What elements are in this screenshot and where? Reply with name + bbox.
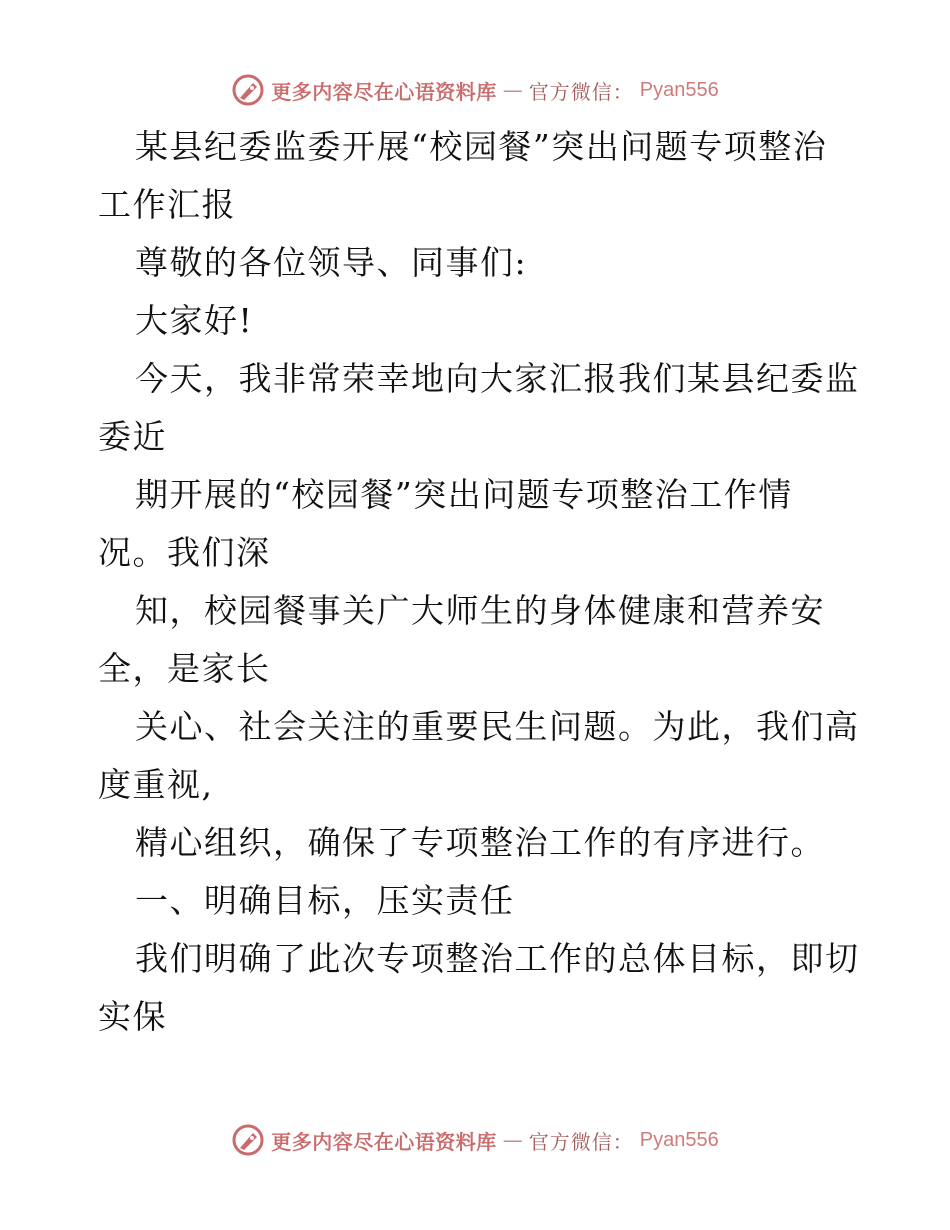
pen-nib-logo-icon <box>231 1123 265 1157</box>
paragraph-line: 知，校园餐事关广大师生的身体健康和营养安 <box>135 591 825 630</box>
watermark-text: 更多内容尽在心语资料库 <box>271 1129 497 1154</box>
footer-watermark <box>0 1120 950 1160</box>
title-line-2: 工作汇报 <box>98 185 236 224</box>
header-watermark <box>0 70 950 110</box>
watermark-official-label: 官方微信： <box>528 79 634 104</box>
paragraph-line: 度重视, <box>98 765 214 804</box>
paragraph-line: 精心组织，确保了专项整治工作的有序进行。 <box>135 823 825 862</box>
document-body <box>98 118 858 1046</box>
watermark-wechat-id: Pyan556 <box>639 78 719 101</box>
paragraph-line: 我们明确了此次专项整治工作的总体目标，即切 <box>135 939 860 978</box>
watermark-dash: — <box>502 1128 523 1152</box>
watermark-wechat-id: Pyan556 <box>639 1128 719 1151</box>
paragraph-line: 委近 <box>98 417 167 456</box>
salutation: 尊敬的各位领导、同事们: <box>135 243 528 282</box>
paragraph-line: 况。我们深 <box>98 533 271 572</box>
pen-nib-logo-icon <box>231 73 265 107</box>
paragraph-line: 关心、社会关注的重要民生问题。为此，我们高 <box>135 707 860 746</box>
paragraph-line: 全，是家长 <box>98 649 271 688</box>
paragraph-line: 今天，我非常荣幸地向大家汇报我们某县纪委监 <box>135 359 860 398</box>
watermark-text: 更多内容尽在心语资料库 <box>271 79 497 104</box>
title-line-1: 某县纪委监委开展“校园餐”突出问题专项整治 <box>135 127 828 166</box>
watermark-official-label: 官方微信： <box>528 1129 634 1154</box>
section-heading: 一、明确目标，压实责任 <box>135 881 515 920</box>
watermark-dash: — <box>502 78 523 102</box>
paragraph-line: 期开展的“校园餐”突出问题专项整治工作情 <box>135 475 793 514</box>
paragraph-line: 实保 <box>98 997 167 1036</box>
greeting: 大家好! <box>135 301 254 340</box>
